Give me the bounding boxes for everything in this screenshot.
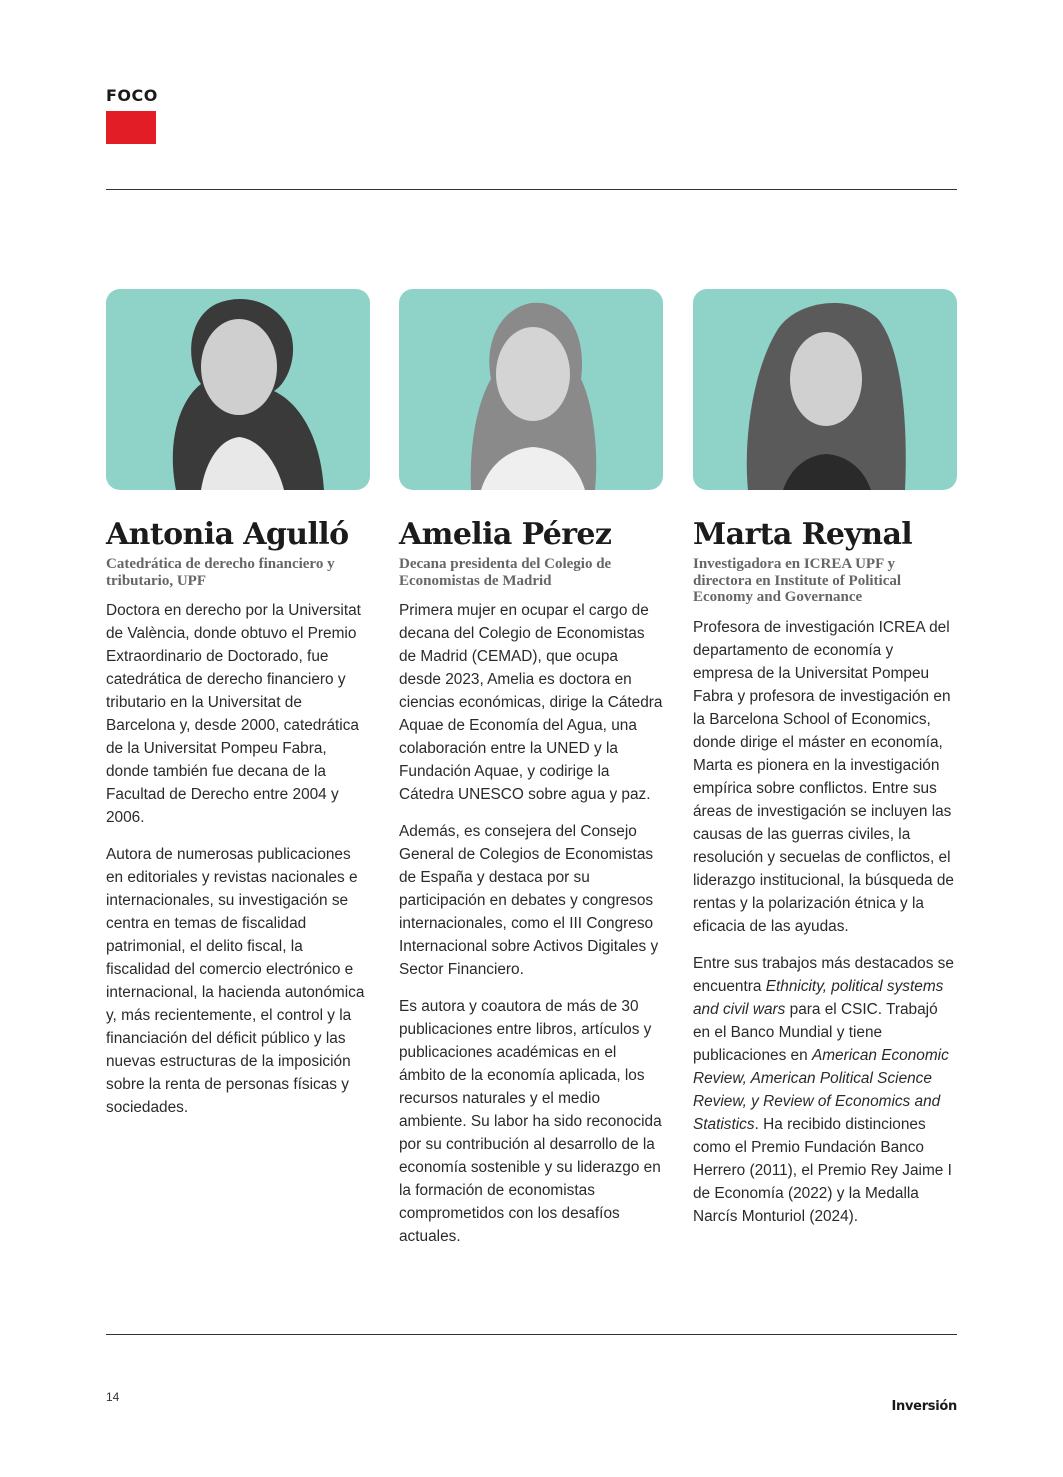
bio-text: para el CSIC. Trabajó en el Banco Mundial y tiene publicaciones en [693,1000,938,1064]
profile-bio [106,599,370,1119]
portrait-photo [693,289,957,490]
profile-antonia [106,289,370,1133]
page-number: 14 [106,1390,120,1404]
bio-paragraph: Primera mujer en ocupar el cargo de decana del Colegio de Economistas de Madrid (CEMAD), que ocupa desde 2023, Amelia es doctora en ciencias económicas, dirige la Cátedra Aquae de Economía del Agua, una colaboración entre la UNED y la Fundación Aquae, y codirige la Cátedra UNESCO sobre agua y paz. [399,602,663,803]
bio-italic-journals: American Economic Review, American Political Science Review, y Review of Economics and Statistics [693,1046,949,1133]
section-color-block [106,111,156,144]
profile-bio [399,599,663,1248]
person-silhouette-icon [693,289,957,490]
top-divider [106,189,957,190]
bio-paragraph [693,952,957,1228]
bio-text: Entre sus trabajos más destacados se encuentra [693,954,954,995]
portrait-photo [399,289,663,490]
section-label: FOCO [106,86,158,105]
bio-paragraph: Autora de numerosas publicaciones en editoriales y revistas nacionales e internacionales, su investigación se centra en temas de fiscalidad patrimonial, el delito fiscal, la fiscalidad del comercio electrónico e internacional, la hacienda autonómica y, más recientemente, el control y la financiación del déficit público y las nuevas estructuras de la imposición sobre la renta de personas físicas y sociedades. [106,846,365,1116]
bio-paragraph: Doctora en derecho por la Universitat de València, donde obtuvo el Premio Extraordinario de Doctorado, fue catedrática de derecho financiero y tributario en la Universitat de Barcelona y, desde 2000, catedrática de la Universitat Pompeu Fabra, donde también fue decana de la Facultad de Derecho entre 2004 y 2006. [106,602,361,826]
profile-marta [693,289,957,1242]
profile-role: Investigadora en ICREA UPF y directora en Institute of Political Economy and Governance [693,556,902,605]
profile-bio [693,616,957,1228]
profile-role: Decana presidenta del Colegio de Economistas de Madrid [399,556,612,589]
person-silhouette-icon [399,289,663,490]
profile-name: Amelia Pérez [399,517,612,552]
profile-amelia [399,289,663,1262]
profile-role: Catedrática de derecho financiero y tributario, UPF [106,556,335,589]
bottom-divider [106,1334,957,1335]
bio-paragraph: Es autora y coautora de más de 30 publicaciones entre libros, artículos y publicaciones académicas en el ámbito de la economía aplicada, los recursos naturales y el medio ambiente. Su labor ha sido reconocida por su contribución al desarrollo de la economía sostenible y su liderazgo en la formación de economistas comprometidos con los desafíos actuales. [399,998,662,1245]
bio-italic-title: Ethnicity, political systems and civil wars [693,977,944,1018]
portrait-photo [106,289,370,490]
brand-logo: Inversión [891,1399,957,1414]
bio-paragraph: Además, es consejera del Consejo General de Colegios de Economistas de España y destaca por su participación en debates y congresos internacionales, como el III Congreso Internacional sobre Activos Digitales y Sector Financiero. [399,823,659,978]
profile-name: Marta Reynal [693,517,913,552]
bio-text: . Ha recibido distinciones como el Premio Fundación Banco Herrero (2011), el Premio Rey Jaime I de Economía (2022) y la Medalla Narcís Monturiol (2024). [693,1115,952,1225]
person-silhouette-icon [106,289,370,490]
profile-name: Antonia Agulló [106,517,349,552]
bio-paragraph: Profesora de investigación ICREA del departamento de economía y empresa de la Universitat Pompeu Fabra y profesora de investigación en la Barcelona School of Economics, donde dirige el máster en economía, Marta es pionera en la investigación empírica sobre conflictos. Entre sus áreas de investigación se incluyen las causas de las guerras civiles, la resolución y secuelas de conflictos, el liderazgo institucional, la búsqueda de rentas y la polarización étnica y la eficacia de las ayudas. [693,618,954,935]
